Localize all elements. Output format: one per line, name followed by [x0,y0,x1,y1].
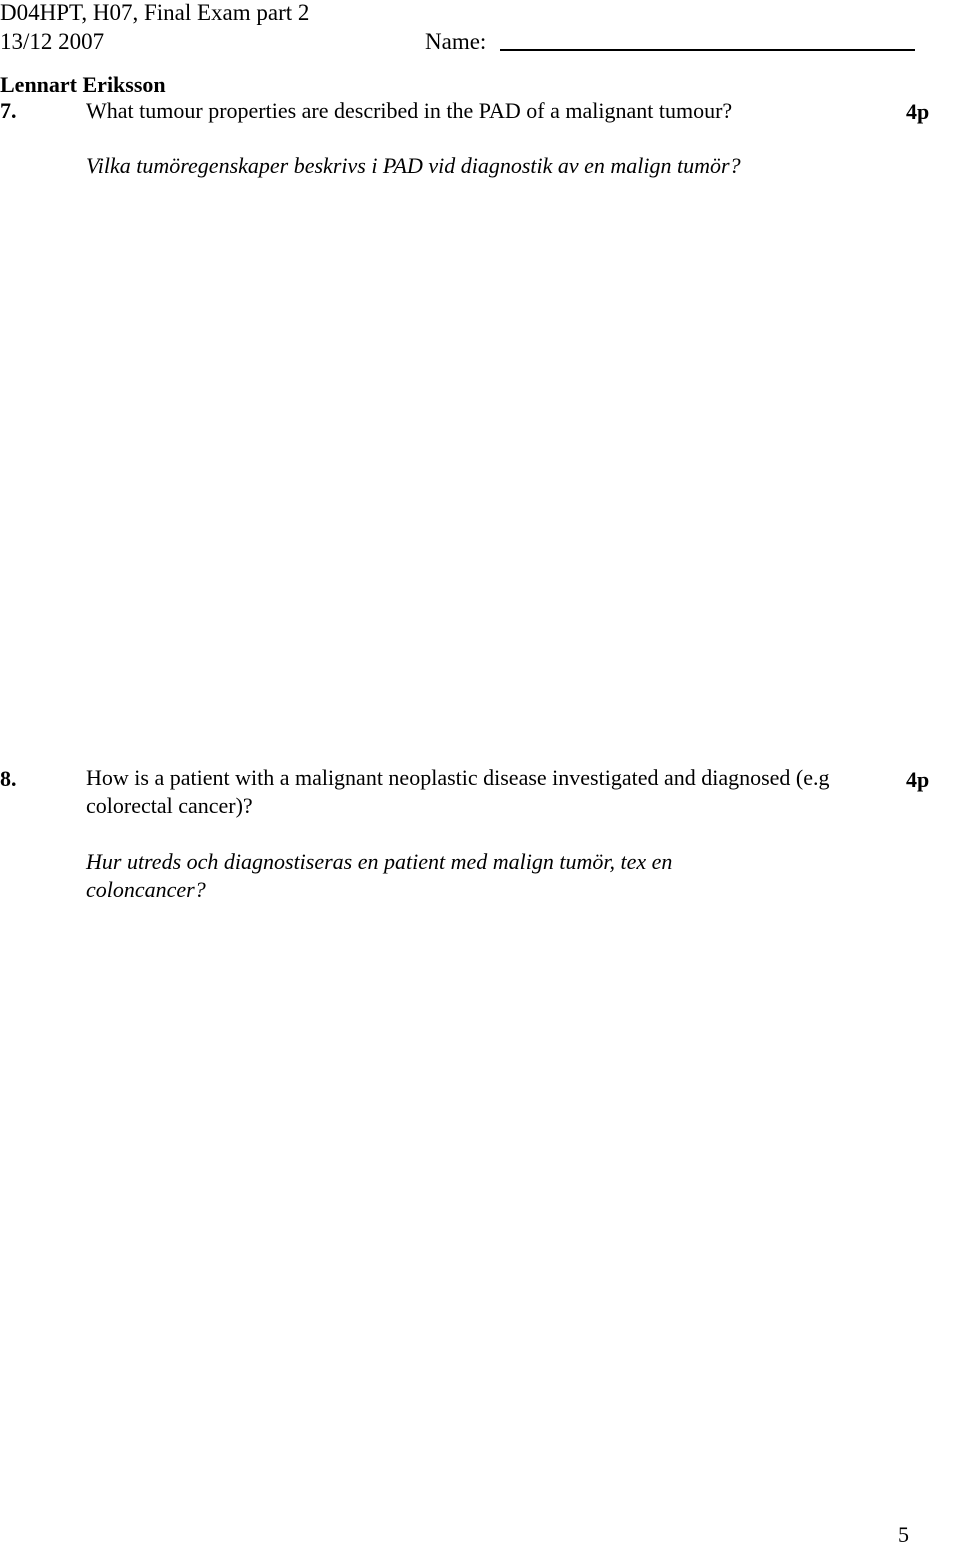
question-8-text-swedish: Hur utreds och diagnostiseras en patient med malign tumör, tex en coloncancer? [86,849,673,902]
question-8-text-english: How is a patient with a malignant neoplastic disease investigated and diagnosed (e.g colorectal cancer)? [86,765,830,818]
question-7-points: 4p [906,99,930,124]
question-7-number: 7. [0,98,17,123]
page-number: 5 [898,1522,909,1547]
exam-date: 13/12 2007 [0,29,105,54]
question-8-points: 4p [906,767,930,792]
author-name: Lennart Eriksson [0,72,166,97]
name-label: Name: [425,29,487,54]
course-title: D04HPT, H07, Final Exam part 2 [0,0,310,25]
name-field-line [500,49,915,51]
question-8-number: 8. [0,766,17,791]
question-7-text-swedish: Vilka tumöregenskaper beskrivs i PAD vid diagnostik av en malign tumör? [86,153,741,178]
question-7-text-english: What tumour properties are described in the PAD of a malignant tumour? [86,98,733,123]
